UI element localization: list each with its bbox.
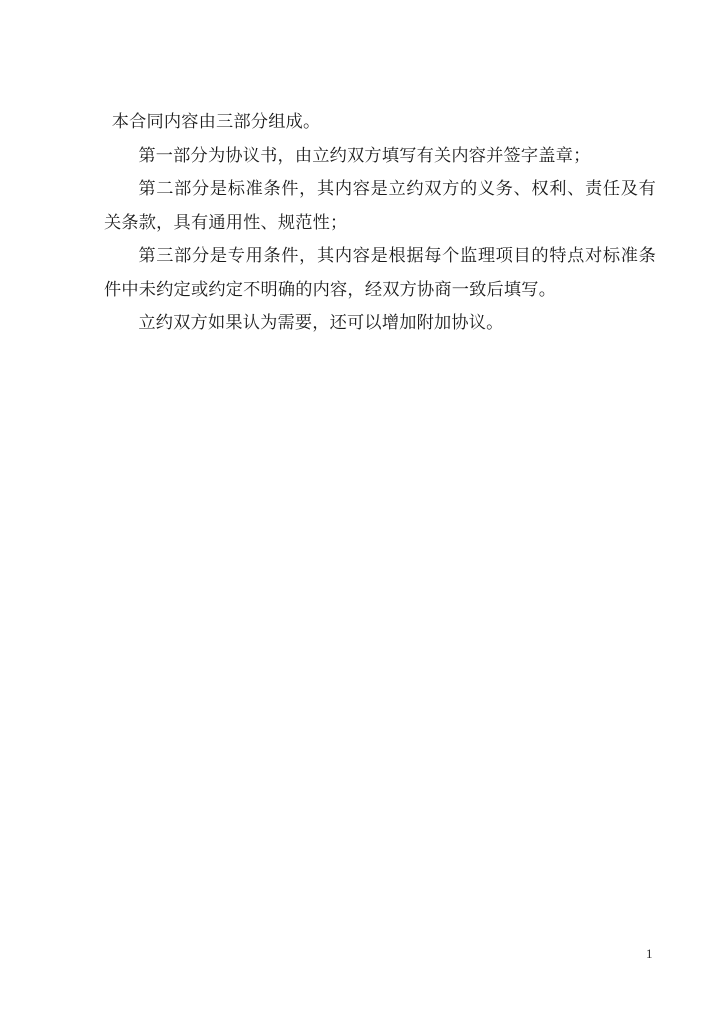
paragraph-part-two: 第二部分是标准条件，其内容是立约双方的义务、权利、责任及有关条款，具有通用性、规范性； <box>104 179 656 232</box>
paragraph-additional-agreement: 立约双方如果认为需要，还可以增加附加协议。 <box>138 313 504 332</box>
paragraph-intro: 本合同内容由三部分组成。 <box>111 112 321 131</box>
page-number: 1 <box>646 946 653 961</box>
paragraph-part-three: 第三部分是专用条件，其内容是根据每个监理项目的特点对标准条件中未约定或约定不明确的内容，经双方协商一致后填写。 <box>104 246 656 299</box>
page-footer <box>0 944 726 974</box>
document-body <box>104 105 656 340</box>
paragraph-part-one: 第一部分为协议书，由立约双方填写有关内容并签字盖章； <box>138 145 591 165</box>
